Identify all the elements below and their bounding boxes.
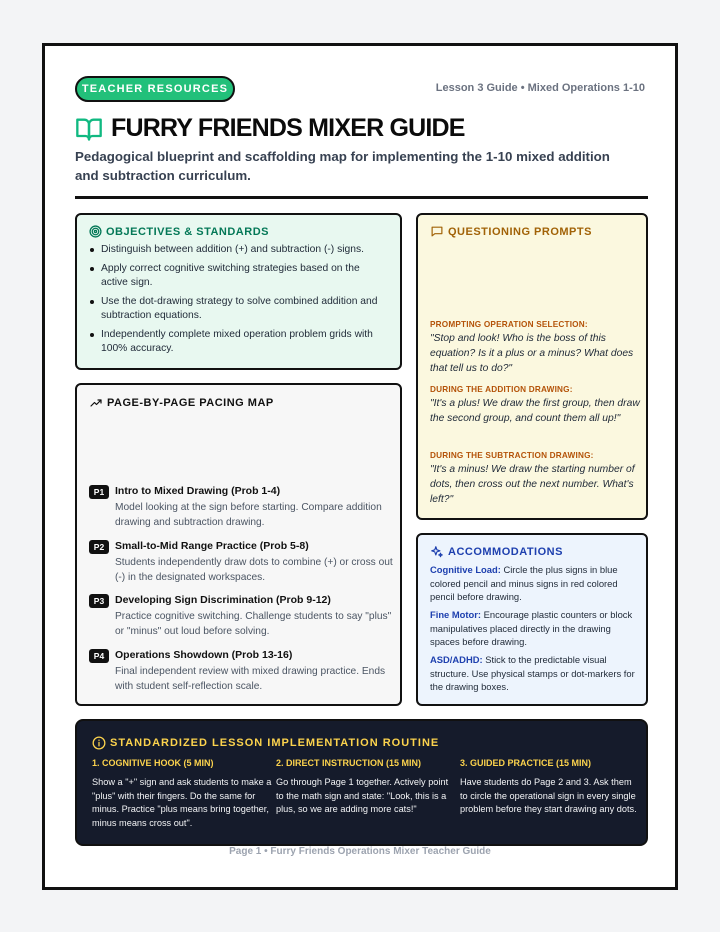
routine-step-text: Go through Page 1 together. Actively point to the math sign and state: "Look, this is a plus, so we are adding more cats!" — [276, 777, 449, 815]
phase-title: Developing Sign Discrimination (Prob 9-12) — [115, 594, 331, 606]
accommodation-text: Encourage plastic counters or block manipulatives placed directly in the drawing spaces before drawing. — [430, 609, 633, 647]
phase-tag: P2 — [89, 540, 109, 554]
prompt-text: "It's a minus! We draw the starting number of dots, then cross out the next number. What's left?" — [430, 464, 635, 505]
objectives-heading: OBJECTIVES & STANDARDS — [106, 225, 269, 238]
phase-description: Model looking at the sign before starting. Compare addition drawing and subtraction drawing. — [115, 502, 382, 528]
routine-card — [75, 719, 648, 846]
routine-step-text: Show a "+" sign and ask students to make a "plus" with their fingers. Do the same for minus. Practice "plus means bring together, minus means cross out". — [92, 777, 272, 829]
accommodation-label: Cognitive Load: — [430, 564, 501, 575]
phase-description: Practice cognitive switching. Challenge students to say "plus" or "minus" out loud before solving. — [115, 611, 392, 637]
phase-tag: P1 — [89, 485, 109, 499]
prompt-label: DURING THE ADDITION DRAWING: — [430, 385, 573, 394]
header-divider — [75, 196, 648, 199]
accommodations-heading: ACCOMMODATIONS — [448, 546, 563, 558]
prompt-text: "Stop and look! Who is the boss of this equation? Is it a plus or a minus? What does that tell us to do?" — [430, 333, 634, 374]
accommodation-text: Stick to the predictable visual structure. Use physical stamps or dot-markers for the drawing boxes. — [430, 654, 635, 692]
sparkles-icon — [430, 545, 444, 559]
phase-description: Final independent review with mixed drawing practice. Ends with student self-reflection scale. — [115, 666, 386, 692]
objectives-list — [89, 243, 389, 361]
phase-title: Operations Showdown (Prob 13-16) — [115, 649, 293, 661]
accommodation-asd-adhd — [430, 653, 642, 694]
prompt-label: PROMPTING OPERATION SELECTION: — [430, 320, 588, 329]
objective-item: Independently complete mixed operation problem grids with 100% accuracy. — [89, 328, 389, 356]
page-title: FURRY FRIENDS MIXER GUIDE — [111, 114, 465, 142]
pacing-card — [75, 383, 402, 706]
title-row — [75, 114, 465, 143]
page-subtitle: Pedagogical blueprint and scaffolding map for implementing the 1-10 mixed addition and subtraction curriculum. — [75, 149, 610, 183]
objectives-heading-row — [89, 225, 269, 238]
page-footer: Page 1 • Furry Friends Operations Mixer Teacher Guide — [229, 846, 491, 857]
routine-step-title: 2. DIRECT INSTRUCTION (15 MIN) — [276, 758, 422, 768]
routine-step-title: 1. COGNITIVE HOOK (5 MIN) — [92, 758, 214, 768]
accommodations-card — [416, 533, 648, 706]
trending-up-icon — [89, 397, 103, 409]
routine-step-title: 3. GUIDED PRACTICE (15 MIN) — [460, 758, 592, 768]
guide-page — [42, 43, 678, 890]
questioning-card — [416, 213, 648, 520]
speech-bubble-icon — [430, 225, 444, 238]
routine-step-2 — [276, 758, 456, 817]
lesson-reference: Lesson 3 Guide • Mixed Operations 1-10 — [435, 82, 645, 94]
pacing-heading: PAGE-BY-PAGE PACING MAP — [107, 397, 274, 409]
target-icon — [89, 225, 102, 238]
prompt-subtraction — [430, 451, 642, 507]
accommodation-text: Circle the plus signs in blue colored pencil and minus signs in red colored pencil before drawing. — [430, 564, 618, 602]
routine-step-text: Have students do Page 2 and 3. Ask them to circle the operational sign in every single problem before they start drawing any dots. — [460, 777, 637, 815]
routine-heading: STANDARDIZED LESSON IMPLEMENTATION ROUTINE — [110, 737, 440, 749]
accommodation-cognitive-load — [430, 563, 642, 604]
pacing-heading-row — [89, 397, 274, 409]
prompt-text: "It's a plus! We draw the first group, then draw the second group, and count them all up!" — [430, 398, 640, 424]
objectives-card — [75, 213, 402, 370]
questioning-heading: QUESTIONING PROMPTS — [448, 225, 592, 238]
questioning-heading-row — [430, 225, 592, 238]
accommodation-fine-motor — [430, 608, 642, 649]
info-icon — [92, 736, 106, 750]
prompt-label: DURING THE SUBTRACTION DRAWING: — [430, 451, 594, 460]
accommodation-label: Fine Motor: — [430, 609, 482, 620]
teacher-resources-badge: TEACHER RESOURCES — [75, 76, 235, 102]
objective-item: Distinguish between addition (+) and subtraction (-) signs. — [89, 243, 389, 257]
prompt-operation-selection — [430, 320, 642, 376]
accommodations-heading-row — [430, 545, 563, 559]
routine-heading-row — [92, 736, 439, 750]
prompt-addition — [430, 385, 642, 426]
phase-tag: P4 — [89, 649, 109, 663]
phase-title: Small-to-Mid Range Practice (Prob 5-8) — [115, 540, 309, 552]
objective-item: Apply correct cognitive switching strategies based on the active sign. — [89, 262, 389, 290]
phase-description: Students independently draw dots to combine (+) or cross out (-) in the designated workspaces. — [115, 557, 393, 583]
phase-tag: P3 — [89, 594, 109, 608]
phase-title: Intro to Mixed Drawing (Prob 1-4) — [115, 485, 281, 497]
open-book-icon — [75, 115, 103, 143]
routine-step-3 — [460, 758, 640, 817]
routine-step-1 — [92, 758, 272, 831]
objective-item: Use the dot-drawing strategy to solve combined addition and subtraction equations. — [89, 295, 389, 323]
accommodation-label: ASD/ADHD: — [430, 654, 483, 665]
